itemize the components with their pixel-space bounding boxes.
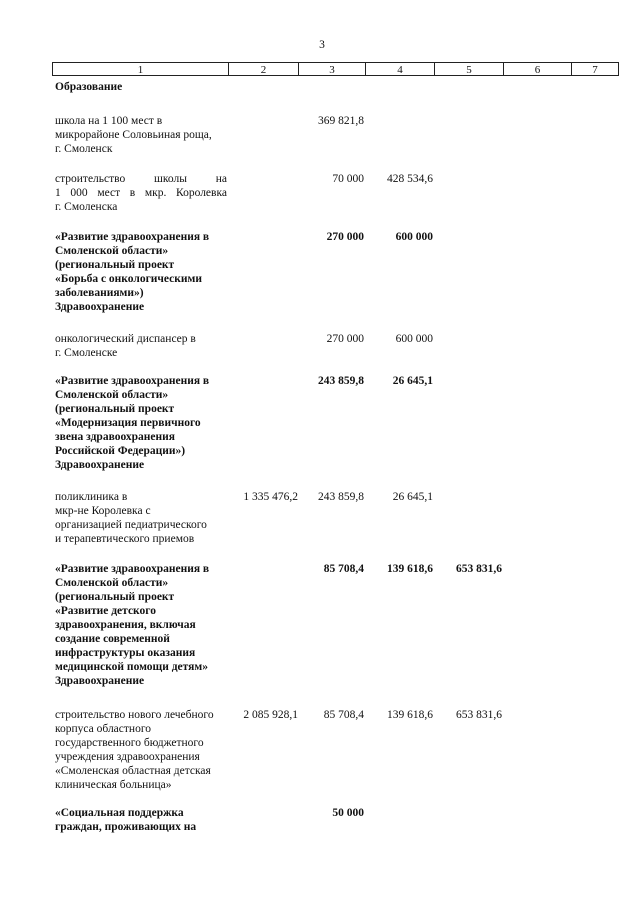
description-line: государственного бюджетного	[55, 737, 204, 749]
row-value-c3: 243 859,8	[318, 375, 364, 387]
header-col-1: 1	[52, 62, 229, 76]
description-line: звена здравоохранения	[55, 431, 176, 443]
description-line: и терапевтического приемов	[55, 533, 195, 545]
row-description	[55, 230, 227, 314]
description-line: г. Смоленске	[55, 347, 118, 359]
header-col-7: 7	[571, 62, 619, 76]
description-line: (региональный проект	[55, 259, 175, 271]
description-line: учреждения здравоохранения	[55, 751, 200, 763]
description-line: граждан, проживающих на	[55, 821, 197, 833]
row-value-c2: 2 085 928,1	[243, 709, 298, 721]
row-value-c4: 600 000	[395, 333, 433, 345]
description-line: «Социальная поддержка	[55, 807, 184, 819]
row-value-c3: 243 859,8	[318, 491, 364, 503]
description-line: (региональный проект	[55, 403, 175, 415]
row-description	[55, 490, 227, 546]
description-line: строительство нового лечебного	[55, 709, 214, 721]
header-col-6: 6	[503, 62, 572, 76]
description-line: Российской Федерации»)	[55, 445, 186, 457]
description-line: «Развитие здравоохранения в	[55, 375, 210, 387]
description-line: Здравоохранение	[55, 459, 145, 471]
row-description	[55, 114, 227, 156]
row-value-c4: 26 645,1	[392, 375, 433, 387]
row-value-c3: 85 708,4	[323, 563, 364, 575]
header-col-5: 5	[434, 62, 504, 76]
header-col-3: 3	[298, 62, 366, 76]
description-line: Смоленской области»	[55, 389, 169, 401]
row-value-c3: 369 821,8	[318, 115, 364, 127]
description-line: строительство школы на	[55, 173, 227, 185]
description-line: «Модернизация первичного	[55, 417, 201, 429]
header-col-4: 4	[365, 62, 435, 76]
row-value-c3: 85 708,4	[323, 709, 364, 721]
row-value-c5: 653 831,6	[456, 709, 502, 721]
row-value-c5: 653 831,6	[456, 563, 502, 575]
description-line: клиническая больница»	[55, 779, 172, 791]
row-value-c4: 428 534,6	[387, 173, 433, 185]
row-value-c3: 50 000	[332, 807, 364, 819]
description-line: «Борьба с онкологическими	[55, 273, 202, 285]
description-line: инфраструктуры оказания	[55, 647, 196, 659]
row-description	[55, 172, 227, 214]
description-line: корпуса областного	[55, 723, 152, 735]
row-value-c3: 270 000	[326, 231, 364, 243]
row-description	[55, 806, 227, 834]
description-line: (региональный проект	[55, 591, 175, 603]
description-line: «Развитие здравоохранения в	[55, 231, 210, 243]
description-line: «Развитие детского	[55, 605, 156, 617]
description-line: Смоленской области»	[55, 245, 169, 257]
description-line: микрорайоне Соловьиная роща,	[55, 129, 212, 141]
description-line: поликлиника в	[55, 491, 128, 503]
description-line: «Развитие здравоохранения в	[55, 563, 210, 575]
description-line: медицинской помощи детям»	[55, 661, 208, 673]
description-line: мкр-не Королевка с	[55, 505, 151, 517]
row-value-c2: 1 335 476,2	[243, 491, 298, 503]
row-value-c3: 270 000	[326, 333, 364, 345]
description-line: Здравоохранение	[55, 301, 145, 313]
page-number: 3	[319, 39, 325, 51]
description-line: онкологический диспансер в	[55, 333, 196, 345]
row-description	[55, 374, 227, 472]
description-line: школа на 1 100 мест в	[55, 115, 163, 127]
row-description	[55, 708, 227, 792]
description-line: Смоленской области»	[55, 577, 169, 589]
description-line: создание современной	[55, 633, 170, 645]
description-line: здравоохранения, включая	[55, 619, 196, 631]
row-description	[55, 562, 227, 688]
header-col-2: 2	[228, 62, 299, 76]
row-value-c4: 139 618,6	[387, 563, 433, 575]
description-line: г. Смоленск	[55, 143, 113, 155]
row-value-c4: 139 618,6	[387, 709, 433, 721]
row-value-c3: 70 000	[332, 173, 364, 185]
row-value-c4: 26 645,1	[392, 491, 433, 503]
table-header	[52, 62, 619, 77]
description-line: Здравоохранение	[55, 675, 145, 687]
row-value-c4: 600 000	[395, 231, 433, 243]
description-line: «Смоленская областная детская	[55, 765, 211, 777]
row-description	[55, 332, 227, 360]
description-line: 1 000 мест в мкр. Королевка	[55, 187, 227, 199]
section-title: Образование	[55, 81, 123, 93]
description-line: организацией педиатрического	[55, 519, 207, 531]
description-line: заболеваниями»)	[55, 287, 144, 299]
description-line: г. Смоленска	[55, 201, 118, 213]
